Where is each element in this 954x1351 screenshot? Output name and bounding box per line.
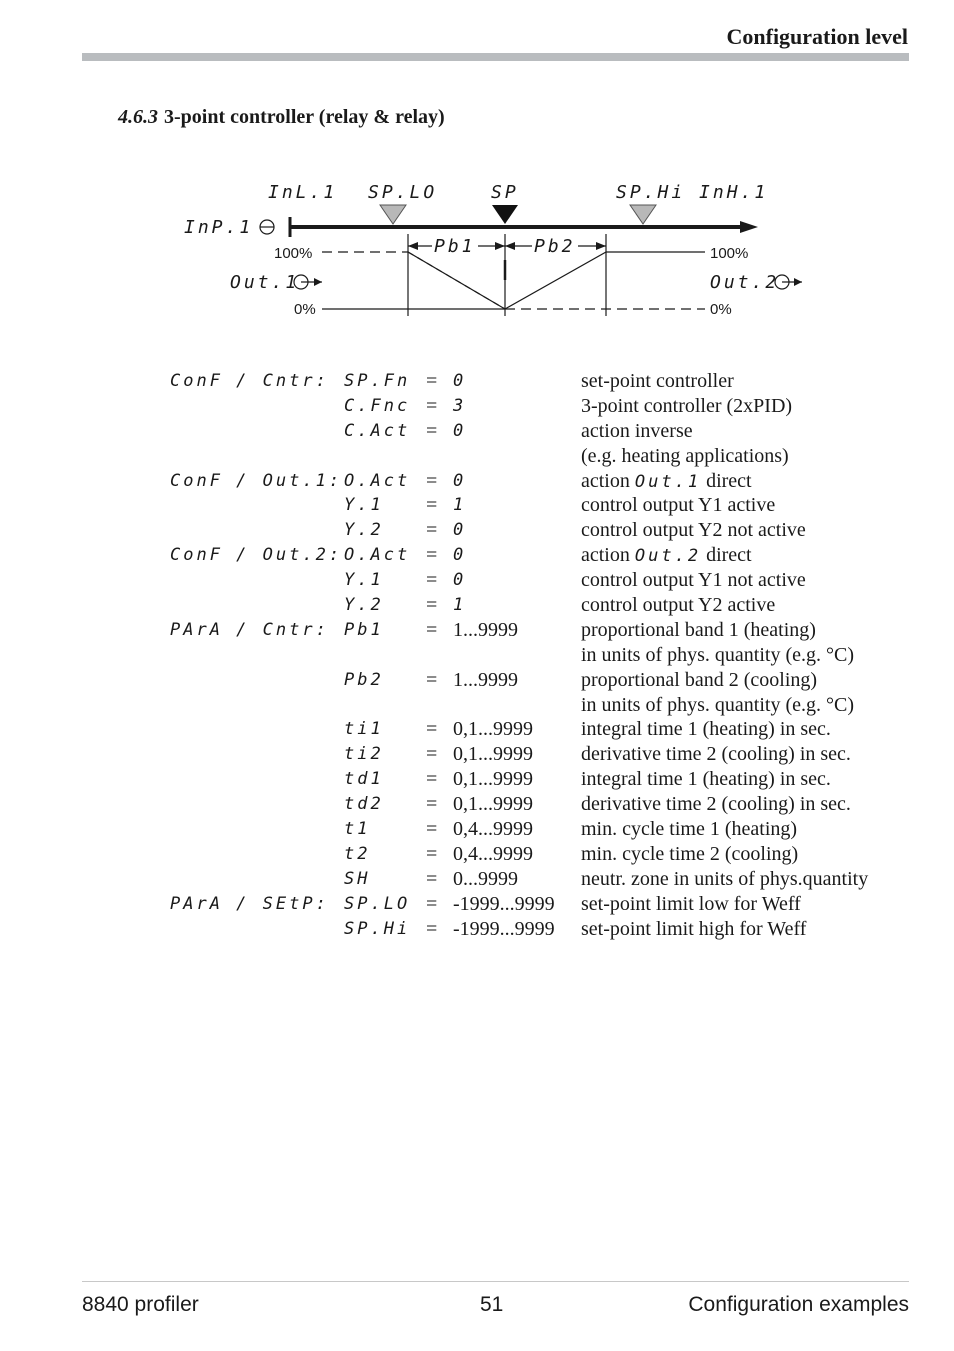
table-row — [170, 717, 910, 742]
parameter-value: 1...9999 — [453, 618, 518, 641]
equals-sign: = — [426, 818, 438, 841]
parameter-value: 0 — [453, 570, 467, 591]
description: control output Y2 not active — [581, 519, 806, 542]
menu-path: ConF / Out.2: — [170, 545, 343, 566]
description: control output Y2 active — [581, 594, 776, 617]
equals-sign: = — [426, 519, 438, 542]
left-100-label: 100% — [274, 245, 313, 262]
table-row — [170, 593, 910, 618]
description: control output Y1 active — [581, 494, 776, 517]
equals-sign: = — [426, 544, 438, 567]
out2-label: Out.2 — [710, 272, 780, 293]
equals-sign: = — [426, 569, 438, 592]
table-row — [170, 817, 910, 842]
table-row — [170, 892, 910, 917]
splo-label: SP.LO — [368, 182, 438, 203]
sp-marker — [492, 205, 518, 224]
table-row — [170, 742, 910, 767]
description: derivative time 2 (cooling) in sec. — [581, 743, 851, 766]
equals-sign: = — [426, 668, 438, 691]
parameter-code: td2 — [344, 794, 384, 815]
parameter-code: C.Act — [344, 420, 411, 441]
parameter-code: O.Act — [344, 470, 411, 491]
menu-path: ConF / Out.1: — [170, 470, 343, 491]
equals-sign: = — [426, 370, 438, 392]
table-row — [170, 444, 910, 469]
table-row — [170, 693, 910, 718]
parameter-code: O.Act — [344, 545, 411, 566]
table-row — [170, 369, 910, 394]
parameter-value: 0,1...9999 — [453, 743, 533, 766]
equals-sign: = — [426, 892, 438, 915]
description-text: action — [581, 469, 630, 492]
description — [581, 469, 752, 495]
table-row — [170, 792, 910, 817]
description: 3-point controller (2xPID) — [581, 394, 793, 417]
header-rule — [82, 53, 909, 61]
section-title: 3-point controller (relay & relay) — [164, 106, 445, 128]
footer-chapter: Configuration examples — [688, 1293, 909, 1316]
splo-marker — [380, 205, 406, 224]
section-heading — [118, 106, 445, 129]
parameter-value: 1 — [453, 495, 467, 516]
parameter-code: ti2 — [344, 744, 384, 765]
parameter-value: 1...9999 — [453, 668, 518, 691]
sp-label: SP — [491, 182, 519, 203]
parameter-value: 0 — [453, 520, 467, 541]
table-row — [170, 493, 910, 518]
table-row — [170, 543, 910, 568]
parameter-value: 0,4...9999 — [453, 818, 533, 841]
parameter-code: SH — [344, 868, 371, 889]
parameter-code: SP.LO — [344, 893, 411, 914]
table-row — [170, 643, 910, 668]
equals-sign: = — [426, 917, 438, 940]
table-row — [170, 469, 910, 494]
parameter-code: Y.1 — [344, 495, 384, 516]
description-code: Out.2 — [634, 546, 702, 567]
right-0-label: 0% — [710, 301, 732, 318]
equals-sign: = — [426, 768, 438, 791]
description-text: direct — [706, 469, 752, 492]
parameter-value: -1999...9999 — [453, 917, 555, 940]
inl1-label: InL.1 — [268, 182, 338, 203]
parameter-code: SP.Fn — [344, 371, 411, 391]
description: in units of phys. quantity (e.g. °C) — [581, 643, 854, 666]
right-100-label: 100% — [710, 245, 749, 262]
description-code: Out.1 — [634, 471, 702, 492]
parameter-code: Y.2 — [344, 520, 384, 541]
table-row — [170, 568, 910, 593]
parameter-code: ti1 — [344, 719, 384, 740]
parameter-code: t1 — [344, 819, 371, 840]
table-row — [170, 917, 910, 942]
description: min. cycle time 1 (heating) — [581, 818, 798, 841]
description-text: action — [581, 544, 630, 567]
parameter-value: 0,4...9999 — [453, 842, 533, 865]
out1-label: Out.1 — [230, 272, 300, 293]
description: set-point limit low for Weff — [581, 892, 801, 915]
footer-product: 8840 profiler — [82, 1293, 199, 1316]
parameter-value: 0,1...9999 — [453, 793, 533, 816]
table-row — [170, 419, 910, 444]
axis-arrowhead — [740, 221, 758, 233]
menu-path: ConF / Cntr: — [170, 371, 329, 391]
sphi-marker — [630, 205, 656, 224]
table-row — [170, 767, 910, 792]
description: derivative time 2 (cooling) in sec. — [581, 793, 851, 816]
section-number: 4.6.3 — [118, 106, 158, 128]
description: action inverse — [581, 419, 693, 442]
parameter-value: 3 — [453, 395, 467, 416]
parameter-code: Y.1 — [344, 570, 384, 591]
parameter-value: 0,1...9999 — [453, 768, 533, 791]
parameter-code: SP.Hi — [344, 918, 411, 939]
page-number: 51 — [480, 1293, 504, 1316]
footer-rule — [82, 1281, 909, 1282]
parameter-code: Pb1 — [344, 619, 384, 640]
description — [581, 543, 752, 569]
parameter-value: 0 — [453, 545, 467, 566]
equals-sign: = — [426, 718, 438, 741]
equals-sign: = — [426, 867, 438, 890]
description: set-point limit high for Weff — [581, 917, 807, 940]
sphi-inh1-label: SP.Hi InH.1 — [616, 182, 769, 203]
description: min. cycle time 2 (cooling) — [581, 842, 799, 865]
controller-diagram — [170, 170, 820, 330]
menu-path: PArA / SEtP: — [170, 893, 329, 914]
parameter-value: 0 — [453, 470, 467, 491]
menu-path: PArA / Cntr: — [170, 619, 329, 640]
parameter-value: -1999...9999 — [453, 892, 555, 915]
table-row — [170, 867, 910, 892]
table-row — [170, 518, 910, 543]
equals-sign: = — [426, 594, 438, 617]
equals-sign: = — [426, 494, 438, 517]
equals-sign: = — [426, 419, 438, 442]
equals-sign: = — [426, 793, 438, 816]
parameter-code: t2 — [344, 843, 371, 864]
equals-sign: = — [426, 743, 438, 766]
parameter-value: 1 — [453, 595, 467, 616]
parameter-value: 0 — [453, 420, 467, 441]
table-row — [170, 618, 910, 643]
description: proportional band 1 (heating) — [581, 618, 816, 641]
parameter-value: 0...9999 — [453, 867, 518, 890]
equals-sign: = — [426, 469, 438, 492]
pb2-label: Pb2 — [534, 236, 576, 257]
description: proportional band 2 (cooling) — [581, 668, 818, 691]
header-title: Configuration level — [726, 24, 908, 49]
description: in units of phys. quantity (e.g. °C) — [581, 693, 854, 716]
left-0-label: 0% — [294, 301, 316, 318]
description: set-point controller — [581, 370, 734, 392]
description: (e.g. heating applications) — [581, 444, 789, 467]
table-row — [170, 842, 910, 867]
equals-sign: = — [426, 618, 438, 641]
description: neutr. zone in units of phys.quantity — [581, 867, 869, 890]
parameter-code: C.Fnc — [344, 395, 411, 416]
table-row — [170, 394, 910, 419]
description: control output Y1 not active — [581, 569, 806, 592]
parameter-code: Pb2 — [344, 669, 384, 690]
description: integral time 1 (heating) in sec. — [581, 718, 831, 741]
config-table — [170, 369, 910, 941]
inp1-label: InP.1 — [184, 217, 254, 238]
parameter-value: 0,1...9999 — [453, 718, 533, 741]
parameter-code: td1 — [344, 769, 384, 790]
parameter-value: 0 — [453, 371, 467, 391]
parameter-code: Y.2 — [344, 595, 384, 616]
equals-sign: = — [426, 394, 438, 417]
description: integral time 1 (heating) in sec. — [581, 768, 831, 791]
equals-sign: = — [426, 842, 438, 865]
table-row — [170, 668, 910, 693]
description-text: direct — [706, 544, 752, 567]
pb1-label: Pb1 — [434, 236, 476, 257]
